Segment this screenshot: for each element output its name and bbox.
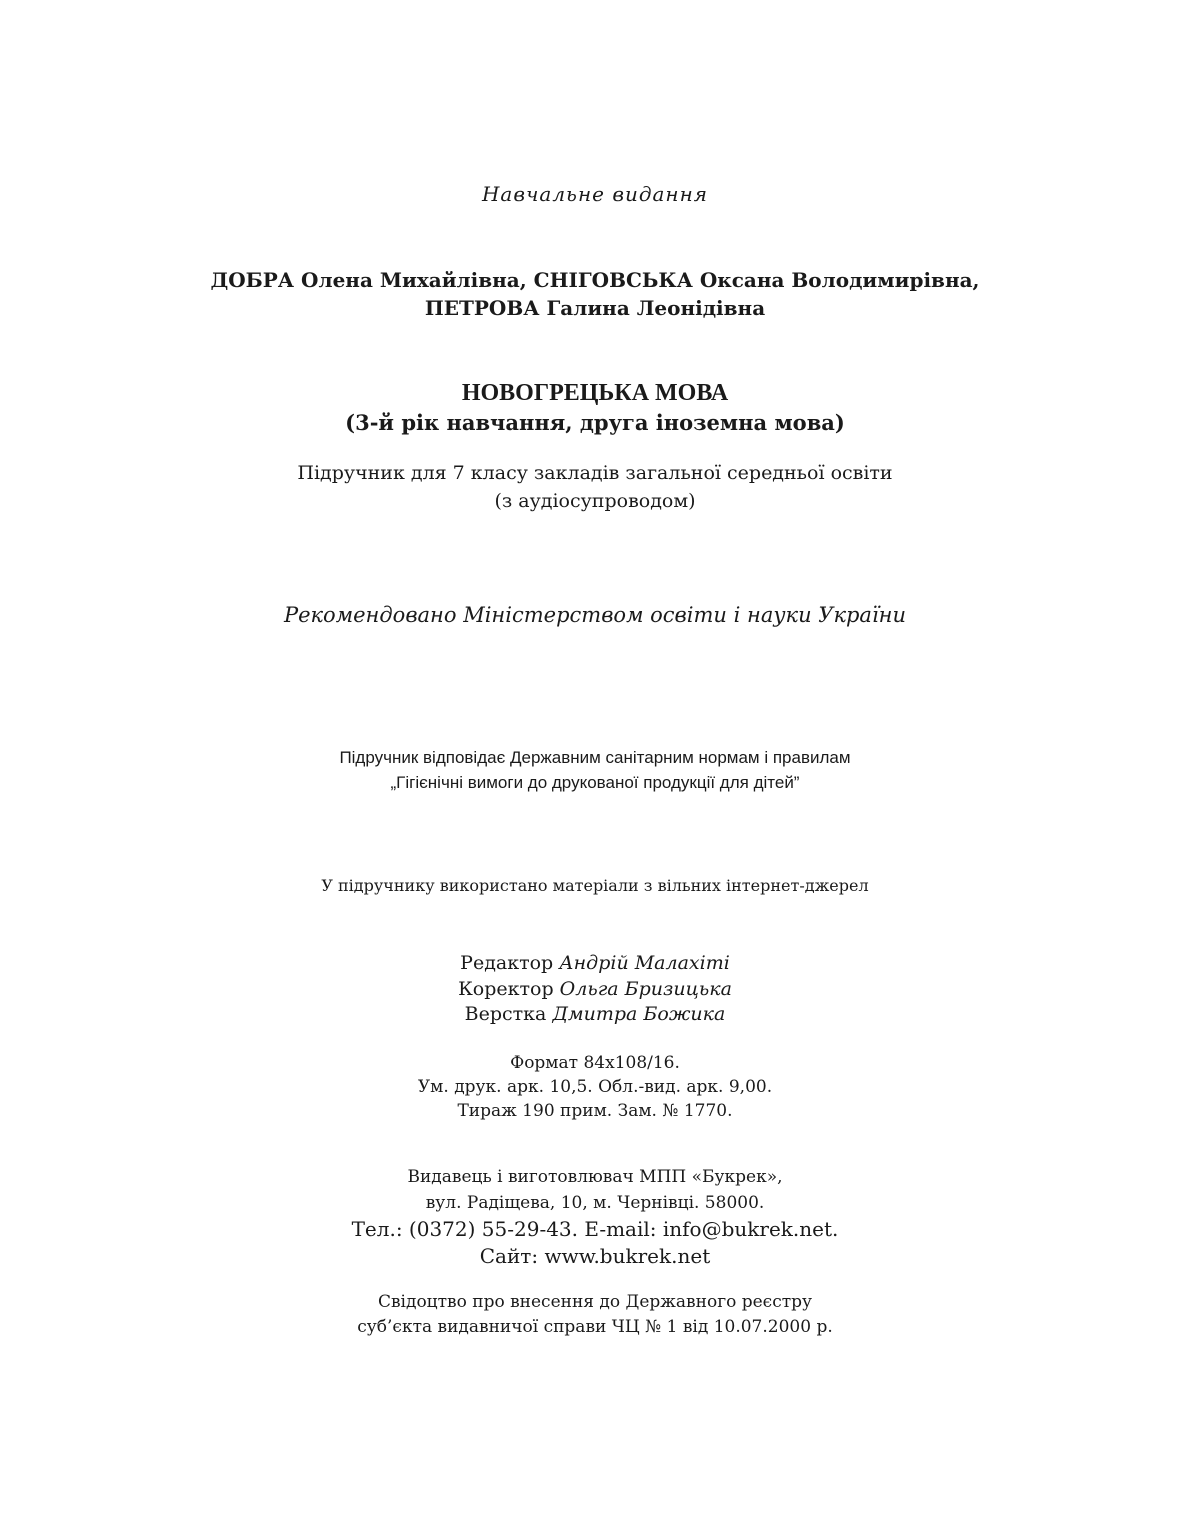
- registry-line-2: суб’єкта видавничої справи ЧЦ № 1 від 10.07.2000 р.: [357, 1317, 833, 1337]
- sources-note: У підручнику використано матеріали з вільних інтернет-джерел: [321, 876, 869, 895]
- credit-role: Редактор: [460, 952, 554, 974]
- authors-line-1: ДОБРА Олена Михайлівна, СНІГОВСЬКА Оксана Володимирівна,: [210, 268, 980, 292]
- credit-name: Ольга Бризицька: [559, 978, 732, 1000]
- authors-line-2: ПЕТРОВА Галина Леонідівна: [424, 296, 766, 320]
- publisher-website: Сайт: www.bukrek.net: [479, 1244, 711, 1268]
- publisher-line-2: вул. Радіщева, 10, м. Чернівці. 58000.: [425, 1193, 765, 1213]
- credit-proofreader: [0, 978, 1190, 1000]
- sanitary-notice-line-1: Підручник відповідає Державним санітарним нормам і правилам: [339, 748, 851, 767]
- credit-layout: [0, 1003, 1190, 1025]
- sanitary-notice-line-2: „Гігієнічні вимоги до друкованої продукції для дітей”: [390, 773, 800, 792]
- registry-line-1: Свідоцтво про внесення до Державного реєстру: [377, 1292, 813, 1312]
- print-specs-line-3: Тираж 190 прим. Зам. № 1770.: [457, 1101, 733, 1121]
- publisher-line-1: Видавець і виготовлювач МПП «Букрек»,: [407, 1167, 783, 1187]
- publisher-contacts: Тел.: (0372) 55-29-43. E-mail: info@bukrek.net.: [351, 1217, 839, 1241]
- description-line-2: (з аудіосупроводом): [494, 490, 696, 512]
- book-subtitle: (3-й рік навчання, друга іноземна мова): [345, 410, 845, 435]
- recommendation: Рекомендовано Міністерством освіти і науки України: [283, 603, 907, 627]
- credit-role: Верстка: [464, 1003, 547, 1025]
- credit-role: Коректор: [458, 978, 554, 1000]
- credit-name: Дмитра Божика: [552, 1003, 726, 1025]
- book-title: НОВОГРЕЦЬКА МОВА: [461, 380, 729, 406]
- edition-type: Навчальне видання: [481, 182, 709, 206]
- description-line-1: Підручник для 7 класу закладів загальної середньої освіти: [297, 462, 893, 484]
- credit-name: Андрій Малахіті: [559, 952, 730, 974]
- print-specs-line-1: Формат 84х108/16.: [510, 1053, 680, 1073]
- print-specs-line-2: Ум. друк. арк. 10,5. Обл.-вид. арк. 9,00.: [417, 1077, 773, 1097]
- credit-editor: [0, 952, 1190, 974]
